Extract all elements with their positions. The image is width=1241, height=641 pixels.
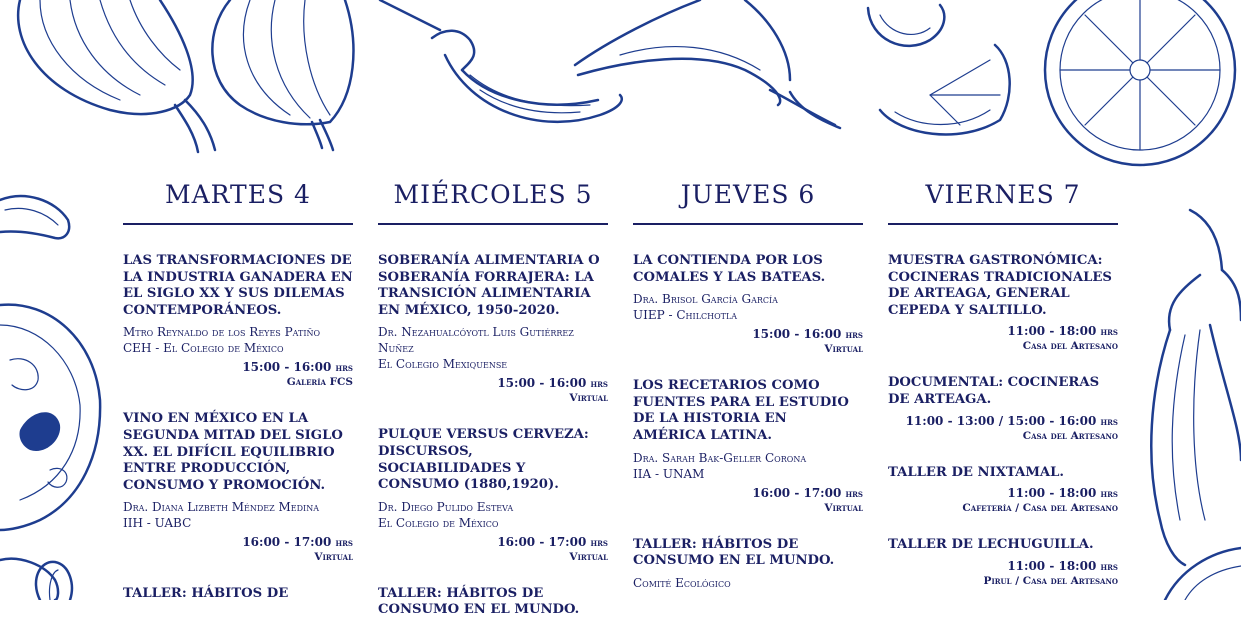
event-item	[378, 427, 608, 563]
event-item	[123, 253, 353, 389]
chili-pepper-icon	[380, 0, 622, 122]
event-item	[633, 378, 863, 514]
event-title: MUESTRA GASTRONÓMICA: COCINERAS TRADICIONALES DE ARTEAGA, GENERAL CEPEDA Y SALTILLO.	[888, 253, 1112, 318]
event-title: TALLER: HÁBITOS DE CONSUMO EN EL MUNDO.	[633, 536, 835, 569]
event-venue: Virtual	[569, 392, 608, 405]
event-item	[123, 586, 353, 603]
event-venue: Virtual	[824, 501, 863, 514]
event-item	[888, 253, 1118, 353]
day-heading: MARTES 4	[123, 180, 353, 225]
onion-icon	[18, 0, 215, 152]
event-item	[378, 253, 608, 405]
event-institution: UIEP - Chilchotla	[633, 308, 738, 323]
event-title: TALLER: HÁBITOS DE	[123, 586, 289, 602]
event-venue: Casa del Artesano	[1022, 340, 1118, 353]
lemon-half-icon	[1045, 0, 1235, 165]
event-title: TALLER: HÁBITOS DE CONSUMO EN EL MUNDO.	[378, 585, 580, 618]
event-time: 16:00 - 17:00 hrs	[752, 485, 863, 500]
event-speaker: Dr. Diego Pulido Esteva	[378, 499, 514, 514]
event-item	[633, 537, 863, 591]
event-speaker: Dra. Diana Lizbeth Méndez Medina	[123, 500, 319, 515]
event-item	[888, 465, 1118, 516]
event-title: LA CONTIENDA POR LOS COMALES Y LAS BATEAS.	[633, 253, 826, 285]
onion-icon	[212, 0, 353, 150]
event-institution: El Colegio de México	[378, 515, 499, 530]
event-item	[123, 411, 353, 564]
garlic-clove-icon	[0, 196, 69, 238]
event-time: 15:00 - 16:00 hrs	[752, 327, 863, 342]
event-time: 11:00 - 18:00 hrs	[1007, 486, 1118, 501]
day-heading: JUEVES 6	[633, 180, 863, 225]
event-title: TALLER DE NIXTAMAL.	[888, 464, 1065, 480]
event-institution: El Colegio Mexiquense	[378, 357, 508, 372]
chili-pepper-icon	[1151, 210, 1241, 565]
event-title: LAS TRANSFORMACIONES DE LA INDUSTRIA GANADERA EN EL SIGLO XX Y SUS DILEMAS CONTEMPORÁNEOS.	[123, 253, 353, 318]
event-time: 15:00 - 16:00 hrs	[242, 360, 353, 375]
event-venue: Pirul / Casa del Artesano	[983, 574, 1118, 587]
event-title: VINO EN MÉXICO EN LA SEGUNDA MITAD DEL SIGLO XX. EL DIFÍCIL EQUILIBRIO ENTRE PRODUCCIÓN, CONSUMO Y PROMOCIÓN.	[123, 411, 343, 493]
day-heading: MIÉRCOLES 5	[378, 180, 608, 225]
event-venue: Cafetería / Casa del Artesano	[962, 502, 1118, 515]
event-venue: Casa del Artesano	[1022, 429, 1118, 442]
event-time: 16:00 - 17:00 hrs	[497, 534, 608, 549]
event-time: 11:00 - 13:00 / 15:00 - 16:00 hrs	[905, 413, 1118, 428]
event-item	[378, 586, 608, 619]
event-item	[888, 537, 1118, 588]
event-speaker: Dra. Brisol García García	[633, 292, 778, 307]
tomato-half-icon	[0, 305, 100, 600]
event-venue: Galería FCS	[286, 376, 353, 389]
event-institution: IIA - UNAM	[633, 466, 705, 481]
lime-slice-icon	[868, 5, 1010, 134]
event-title: SOBERANÍA ALIMENTARIA O SOBERANÍA FORRAJERA: LA TRANSICIÓN ALIMENTARIA EN MÉXICO, 1950-2020.	[378, 253, 600, 318]
event-venue: Virtual	[569, 550, 608, 563]
chili-pepper-icon	[575, 0, 840, 128]
event-time: 15:00 - 16:00 hrs	[497, 376, 608, 391]
onion-icon	[36, 562, 72, 600]
event-item	[633, 253, 863, 356]
day-heading: VIERNES 7	[888, 180, 1118, 225]
event-speaker: Mtro Reynaldo de los Reyes Patiño	[123, 325, 321, 340]
lemon-half-icon	[1165, 548, 1241, 600]
event-institution: IIH - UABC	[123, 516, 192, 531]
event-title: PULQUE VERSUS CERVEZA: DISCURSOS, SOCIABILIDADES Y CONSUMO (1880,1920).	[378, 427, 589, 493]
day-column-viernes	[888, 180, 1118, 610]
event-venue: Virtual	[824, 343, 863, 356]
event-institution: CEH - El Colegio de México	[123, 341, 284, 356]
event-title: LOS RECETARIOS COMO FUENTES PARA EL ESTUDIO DE LA HISTORIA EN AMÉRICA LATINA.	[633, 378, 849, 443]
day-column-jueves	[633, 180, 863, 613]
event-time: 11:00 - 18:00 hrs	[1007, 324, 1118, 339]
day-column-martes	[123, 180, 353, 625]
event-time: 11:00 - 18:00 hrs	[1007, 558, 1118, 573]
event-speaker: Dra. Sarah Bak-Geller Corona	[633, 450, 807, 465]
event-time: 16:00 - 17:00 hrs	[242, 535, 353, 550]
event-venue: Virtual	[314, 551, 353, 564]
day-column-miercoles	[378, 180, 608, 641]
event-title: DOCUMENTAL: COCINERAS DE ARTEAGA.	[888, 375, 1100, 407]
event-speaker: Dr. Nezahualcóyotl Luis Gutiérrez Nuñez	[378, 325, 574, 356]
event-speaker: Comité Ecológico	[633, 575, 731, 590]
event-title: TALLER DE LECHUGUILLA.	[888, 537, 1094, 553]
event-item	[888, 375, 1118, 442]
